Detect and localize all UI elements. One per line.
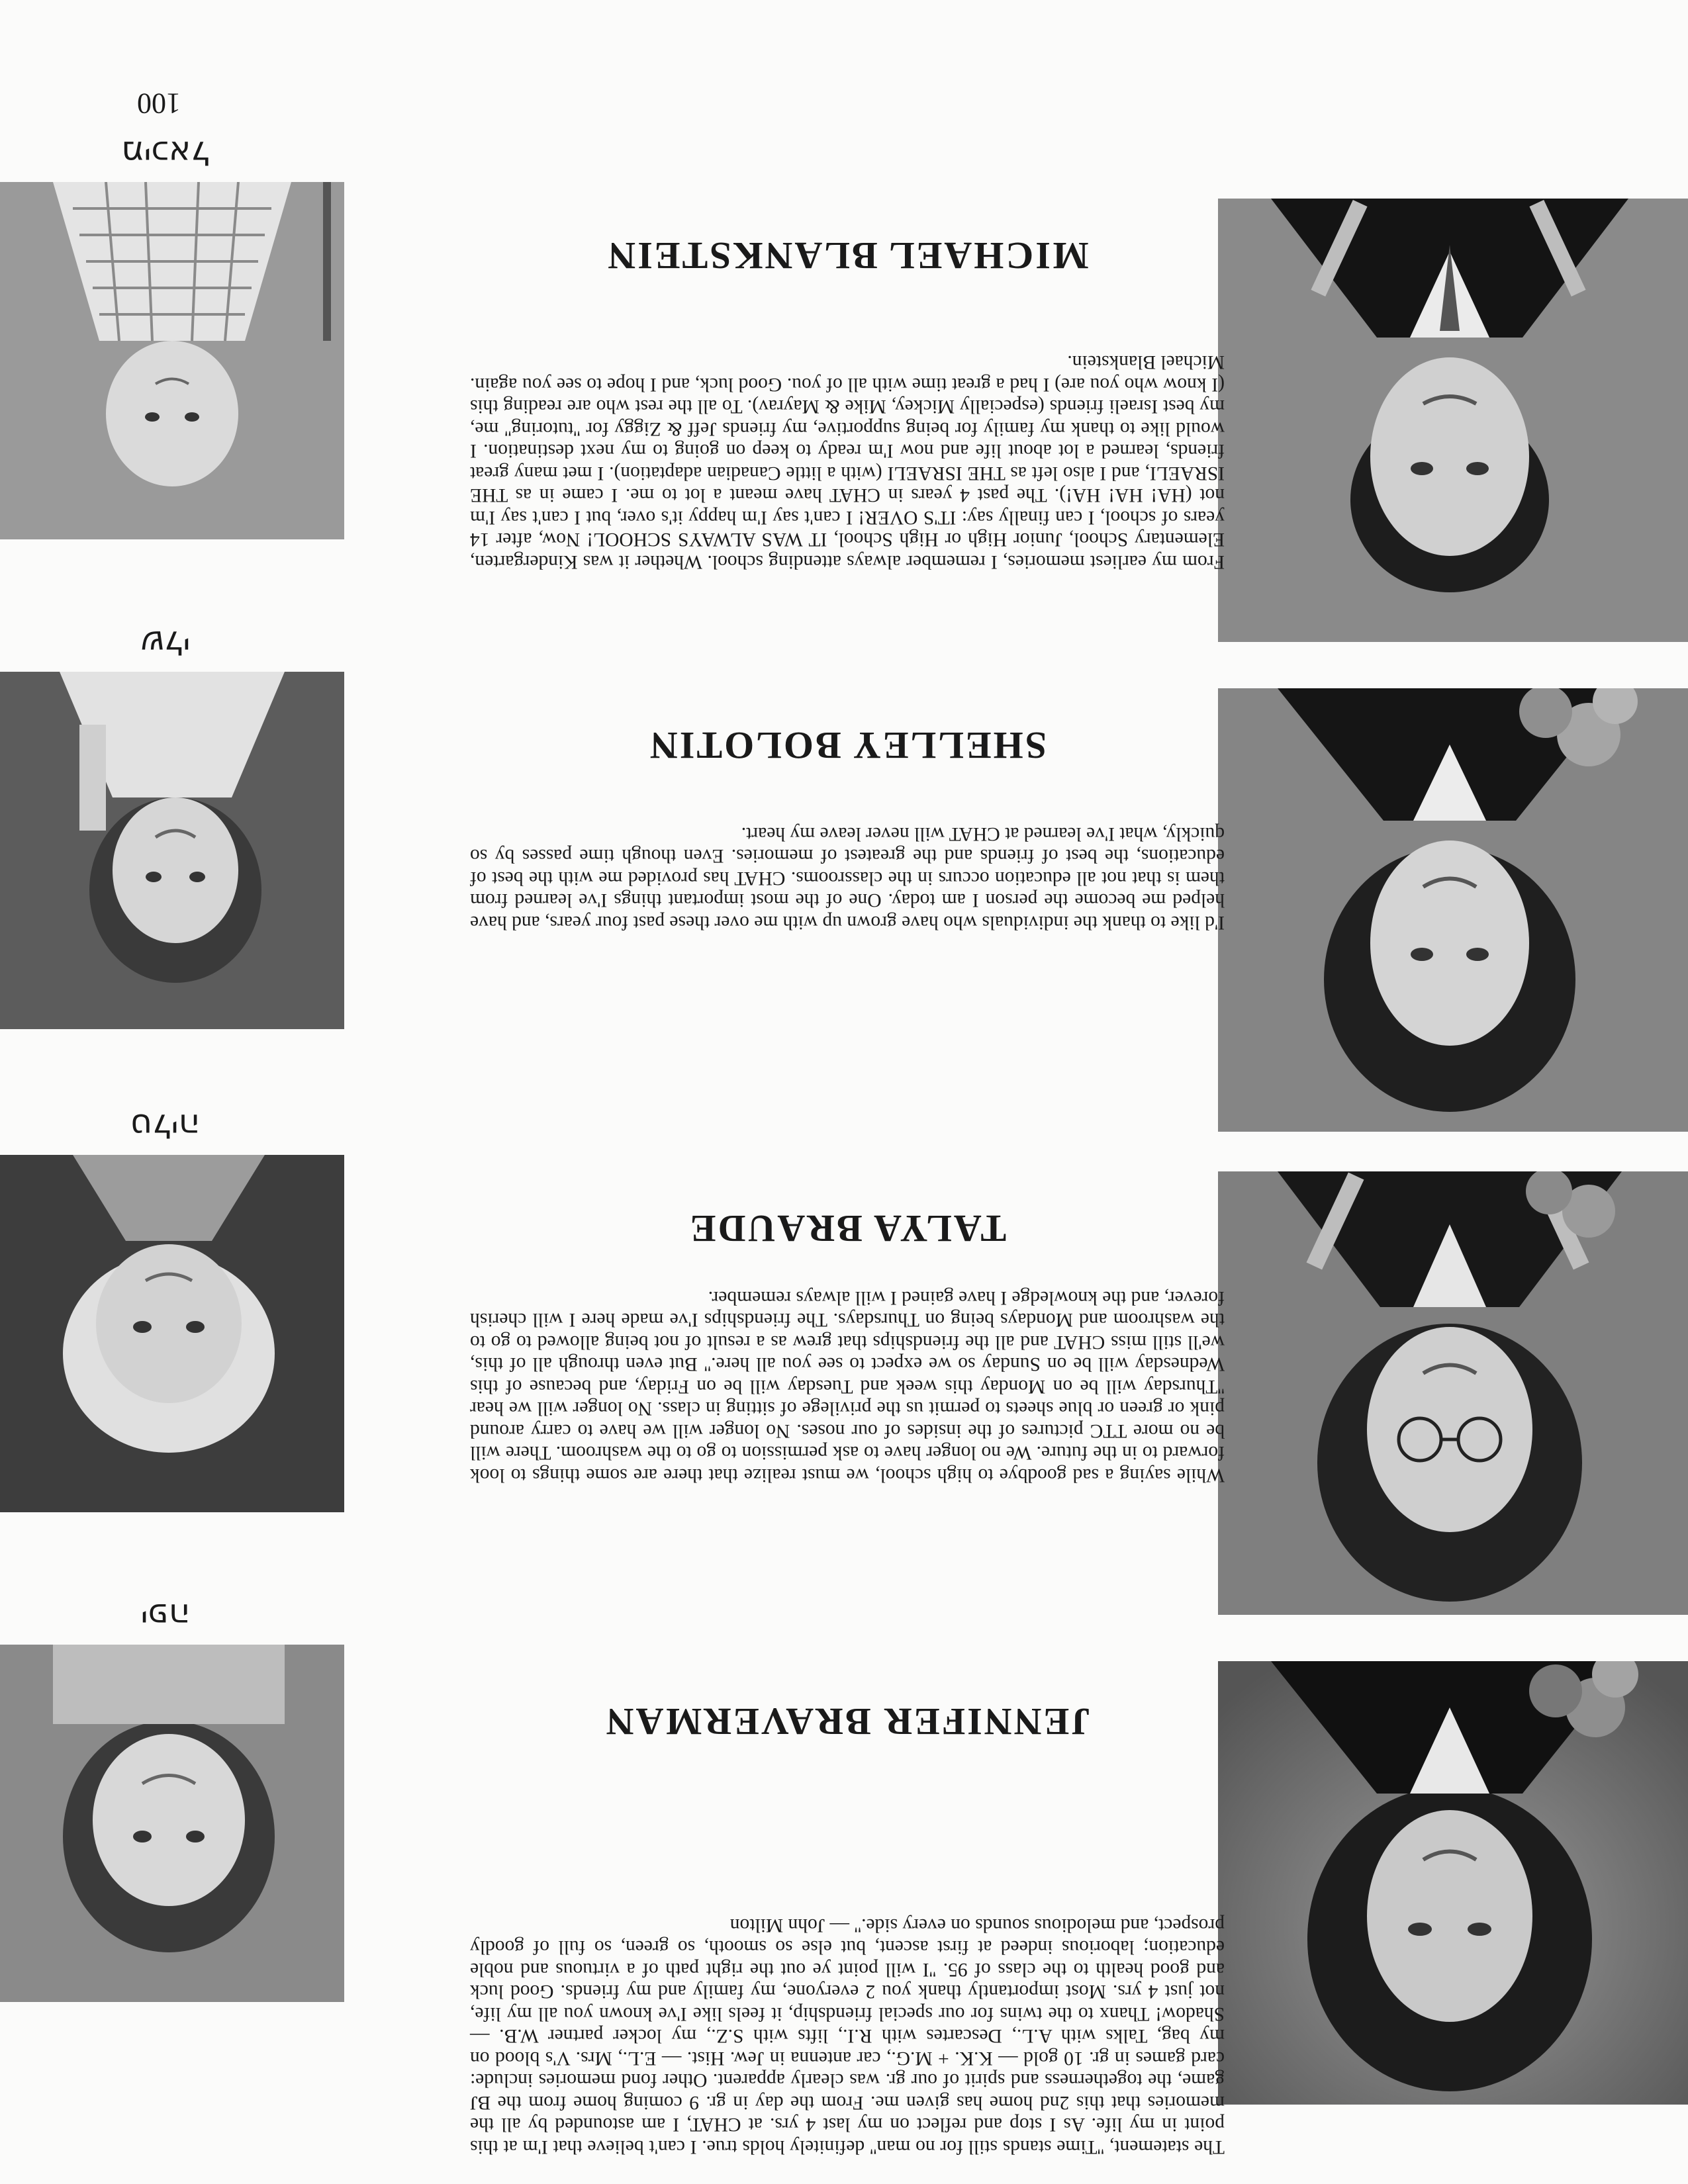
hebrew-name: מיכאל <box>121 134 210 172</box>
student-bio: While saying a sad goodbye to high school, we must realize that there are some things to look forward to in the future. We no longer have to ask permission to go to the washroom. There will be no more TTC pictures of the insides of our noses. No longer will we have to carry around pink or green or blue sheets to permit us the privilege of sitting in class. No longer will we hear ''Thursday will be on Monday this week and Tuesday will be on Friday, and because of this Wednesday will be on Sunday so we expect to see you all here.'' But even through all of this, we'll still miss CHAT and all the friendships that grew as a result of not being allowed to go to the washroom and Mondays being on Thursdays. The friendships I've made here I will cherish forever, and the knowledge I have gained I will always remember. <box>470 1287 1225 1486</box>
page-number: 100 <box>137 87 181 120</box>
student-bio: I'd like to thank the individuals who have grown up with me over these past four years, and have helped me become the person I am today. One of the most important things I've learned from them is that not all education occurs in the classrooms. CHAT has provided me with the best of educations, the best of friends and the greatest of memories. Even though time passes by so quickly, what I've learned at CHAT will never leave my heart. <box>470 823 1225 933</box>
senior-portrait-photo <box>1218 199 1688 642</box>
hebrew-name: יפה <box>140 1596 191 1635</box>
student-bio: From my earliest memories, I remember always attending school. Whether it was Kindergarten, Elementary School, Junior High or High School, IT WAS ALWAYS SCHOOL! Now, after 14 years of school, I can finally say: IT'S OVER! I can't say I'm happy it's over, but I can't say I'm not (HA! HA! HA!). The past 4 years in CHAT have meant a lot to me. I came in as THE ISRAELI, and I also left as THE ISRAELI (with a little Canadian adaptation). I met many great friends, learned a lot about life and now I'm ready to keep on going to my next destination. I would like to thank my family for being supportive, my friends Jeff & Ziggy for ''tutoring'' me, my best Israeli friends (especially Mickey, Mike & Mayrav). To all the rest who are reading this (I know who you are) I had a great time with all of you. Good luck, and I hope to see you again. Michael Blankstein. <box>470 351 1225 572</box>
baby-photo <box>0 1645 344 2002</box>
baby-photo <box>0 672 344 1029</box>
student-bio: The statement, ''Time stands still for no man'' definitely holds true. I can't believe that I'm at this point in my life. As I stop and reflect on my last 4 yrs. at CHAT, I am astounded by all the memories that this 2nd home has given me. From the day in gr. 9 coming home from the BJ game, the togetherness and spirit of our gr. was clearly apparent. Other fond memories include: card games in gr. 10 gold — K.K. + M.G., car antenna in Jew. Hist. — E.L., Mrs. V's blood on my bag, Talks with A.L., Descartes with R.I., lifts with S.Z., my locker partner W.B. — Shadow! Thanx to the twins for our special friendship, it feels like I've known you all my life, not just 4 yrs. Most importantly thank you 2 everyone, my family and my friends. Good luck and good health to the class of 95. ''I will point ye out the right path of a virtuous and noble education; laborious indeed at first ascent, but else so smooth, so green, so full of goodly prospect, and melodious sounds on every side.'' — John Milton <box>470 1915 1225 2158</box>
student-name: SHELLEY BOLOTIN <box>647 724 1047 767</box>
baby-photo <box>0 182 344 539</box>
student-entry <box>0 623 1688 1138</box>
hebrew-name: טליה <box>130 1107 201 1145</box>
student-entry <box>0 134 1688 649</box>
hebrew-name: שלי <box>140 623 191 662</box>
student-name: TALYA BRAUDE <box>688 1207 1007 1250</box>
student-entry <box>0 1596 1688 2158</box>
student-entry <box>0 1107 1688 1621</box>
senior-portrait-photo <box>1218 1171 1688 1615</box>
baby-photo <box>0 1155 344 1512</box>
senior-portrait-photo <box>1218 1661 1688 2105</box>
student-name: MICHAEL BLANKSTEIN <box>606 234 1089 277</box>
senior-portrait-photo <box>1218 688 1688 1132</box>
student-name: JENNIFER BRAVERMAN <box>604 1700 1091 1743</box>
